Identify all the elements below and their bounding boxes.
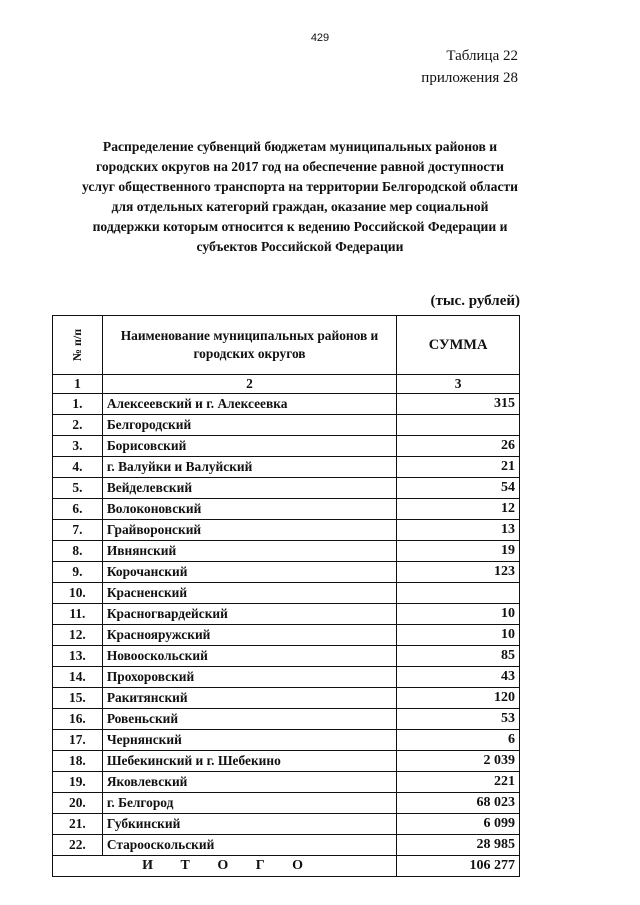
row-name: Алексеевский и г. Алексеевка [102,394,396,415]
row-sum: 53 [397,709,520,730]
row-sum: 43 [397,667,520,688]
row-name: Грайворонский [102,520,396,541]
table-row [53,415,520,436]
table-row [53,814,520,835]
table-row [53,562,520,583]
table-row [53,625,520,646]
row-name: г. Белгород [102,793,396,814]
row-number: 4. [53,457,103,478]
row-number: 13. [53,646,103,667]
table-row [53,646,520,667]
table-row [53,667,520,688]
table-row [53,394,520,415]
row-name: Прохоровский [102,667,396,688]
row-name: Старооскольский [102,835,396,856]
table-row [53,457,520,478]
row-sum: 68 023 [397,793,520,814]
row-sum: 315 [397,394,520,415]
column-number: 3 [397,375,520,394]
table-reference: Таблица 22 [446,48,518,64]
row-number: 9. [53,562,103,583]
row-sum [397,415,520,436]
title-line: для отдельных категорий граждан, оказание мер социальной [111,199,489,214]
row-number: 1. [53,394,103,415]
column-number: 2 [102,375,396,394]
title-line: поддержки которым относится к ведению Российской Федерации и [92,219,508,234]
row-number: 3. [53,436,103,457]
row-name: г. Валуйки и Валуйский [102,457,396,478]
table-header-row [53,316,520,375]
row-sum [397,583,520,604]
row-sum: 6 [397,730,520,751]
title-line: Распределение субвенций бюджетам муниципальных районов и [102,139,498,154]
row-sum: 13 [397,520,520,541]
row-name: Новооскольский [102,646,396,667]
column-number-row [53,375,520,394]
row-sum: 28 985 [397,835,520,856]
row-name: Шебекинский и г. Шебекино [102,751,396,772]
row-number: 15. [53,688,103,709]
column-number: 1 [53,375,103,394]
row-number: 21. [53,814,103,835]
header-sum: СУММА [397,316,520,375]
table-row [53,583,520,604]
title-line: городских округов на 2017 год на обеспечение равной доступности [96,159,504,174]
table-row [53,835,520,856]
row-number: 8. [53,541,103,562]
table-row [53,793,520,814]
total-row [53,856,520,877]
row-number: 2. [53,415,103,436]
table-row [53,499,520,520]
units-label: (тыс. рублей) [430,293,520,309]
row-name: Вейделевский [102,478,396,499]
row-sum: 2 039 [397,751,520,772]
row-sum: 26 [397,436,520,457]
title-line: субъектов Российской Федерации [196,239,404,254]
row-number: 18. [53,751,103,772]
row-number: 19. [53,772,103,793]
row-name: Красногвардейский [102,604,396,625]
row-sum: 6 099 [397,814,520,835]
table-row [53,541,520,562]
row-sum: 10 [397,604,520,625]
row-name: Губкинский [102,814,396,835]
row-number: 6. [53,499,103,520]
row-sum: 19 [397,541,520,562]
row-name: Ровеньский [102,709,396,730]
total-sum: 106 277 [397,856,520,877]
row-number: 12. [53,625,103,646]
table-row [53,436,520,457]
document-title [70,137,530,257]
row-name: Красненский [102,583,396,604]
appendix-reference: приложения 28 [421,70,518,86]
row-number: 11. [53,604,103,625]
table-row [53,520,520,541]
table-row [53,751,520,772]
page-number: 429 [310,32,330,44]
row-name: Корочанский [102,562,396,583]
row-name: Краснояружский [102,625,396,646]
table-body [53,394,520,856]
row-sum: 12 [397,499,520,520]
row-number: 7. [53,520,103,541]
row-name: Ракитянский [102,688,396,709]
row-sum: 120 [397,688,520,709]
table-row [53,688,520,709]
row-sum: 85 [397,646,520,667]
row-number: 14. [53,667,103,688]
row-sum: 10 [397,625,520,646]
row-name: Волоконовский [102,499,396,520]
total-label: И Т О Г О [53,856,397,877]
header-number [53,316,103,375]
table-row [53,604,520,625]
table-row [53,730,520,751]
row-number: 16. [53,709,103,730]
row-number: 20. [53,793,103,814]
row-number: 17. [53,730,103,751]
row-name: Борисовский [102,436,396,457]
row-number: 22. [53,835,103,856]
header-name: Наименование муниципальных районов и городских округов [102,316,396,375]
row-sum: 54 [397,478,520,499]
table-row [53,772,520,793]
row-sum: 123 [397,562,520,583]
row-number: 5. [53,478,103,499]
table-row [53,478,520,499]
row-sum: 221 [397,772,520,793]
table-row [53,709,520,730]
title-line: услуг общественного транспорта на территории Белгородской области [81,179,519,194]
header-number-label: № п/п [70,328,85,362]
row-name: Белгородский [102,415,396,436]
row-name: Чернянский [102,730,396,751]
row-name: Яковлевский [102,772,396,793]
row-name: Ивнянский [102,541,396,562]
row-sum: 21 [397,457,520,478]
row-number: 10. [53,583,103,604]
subvention-table [52,315,520,877]
